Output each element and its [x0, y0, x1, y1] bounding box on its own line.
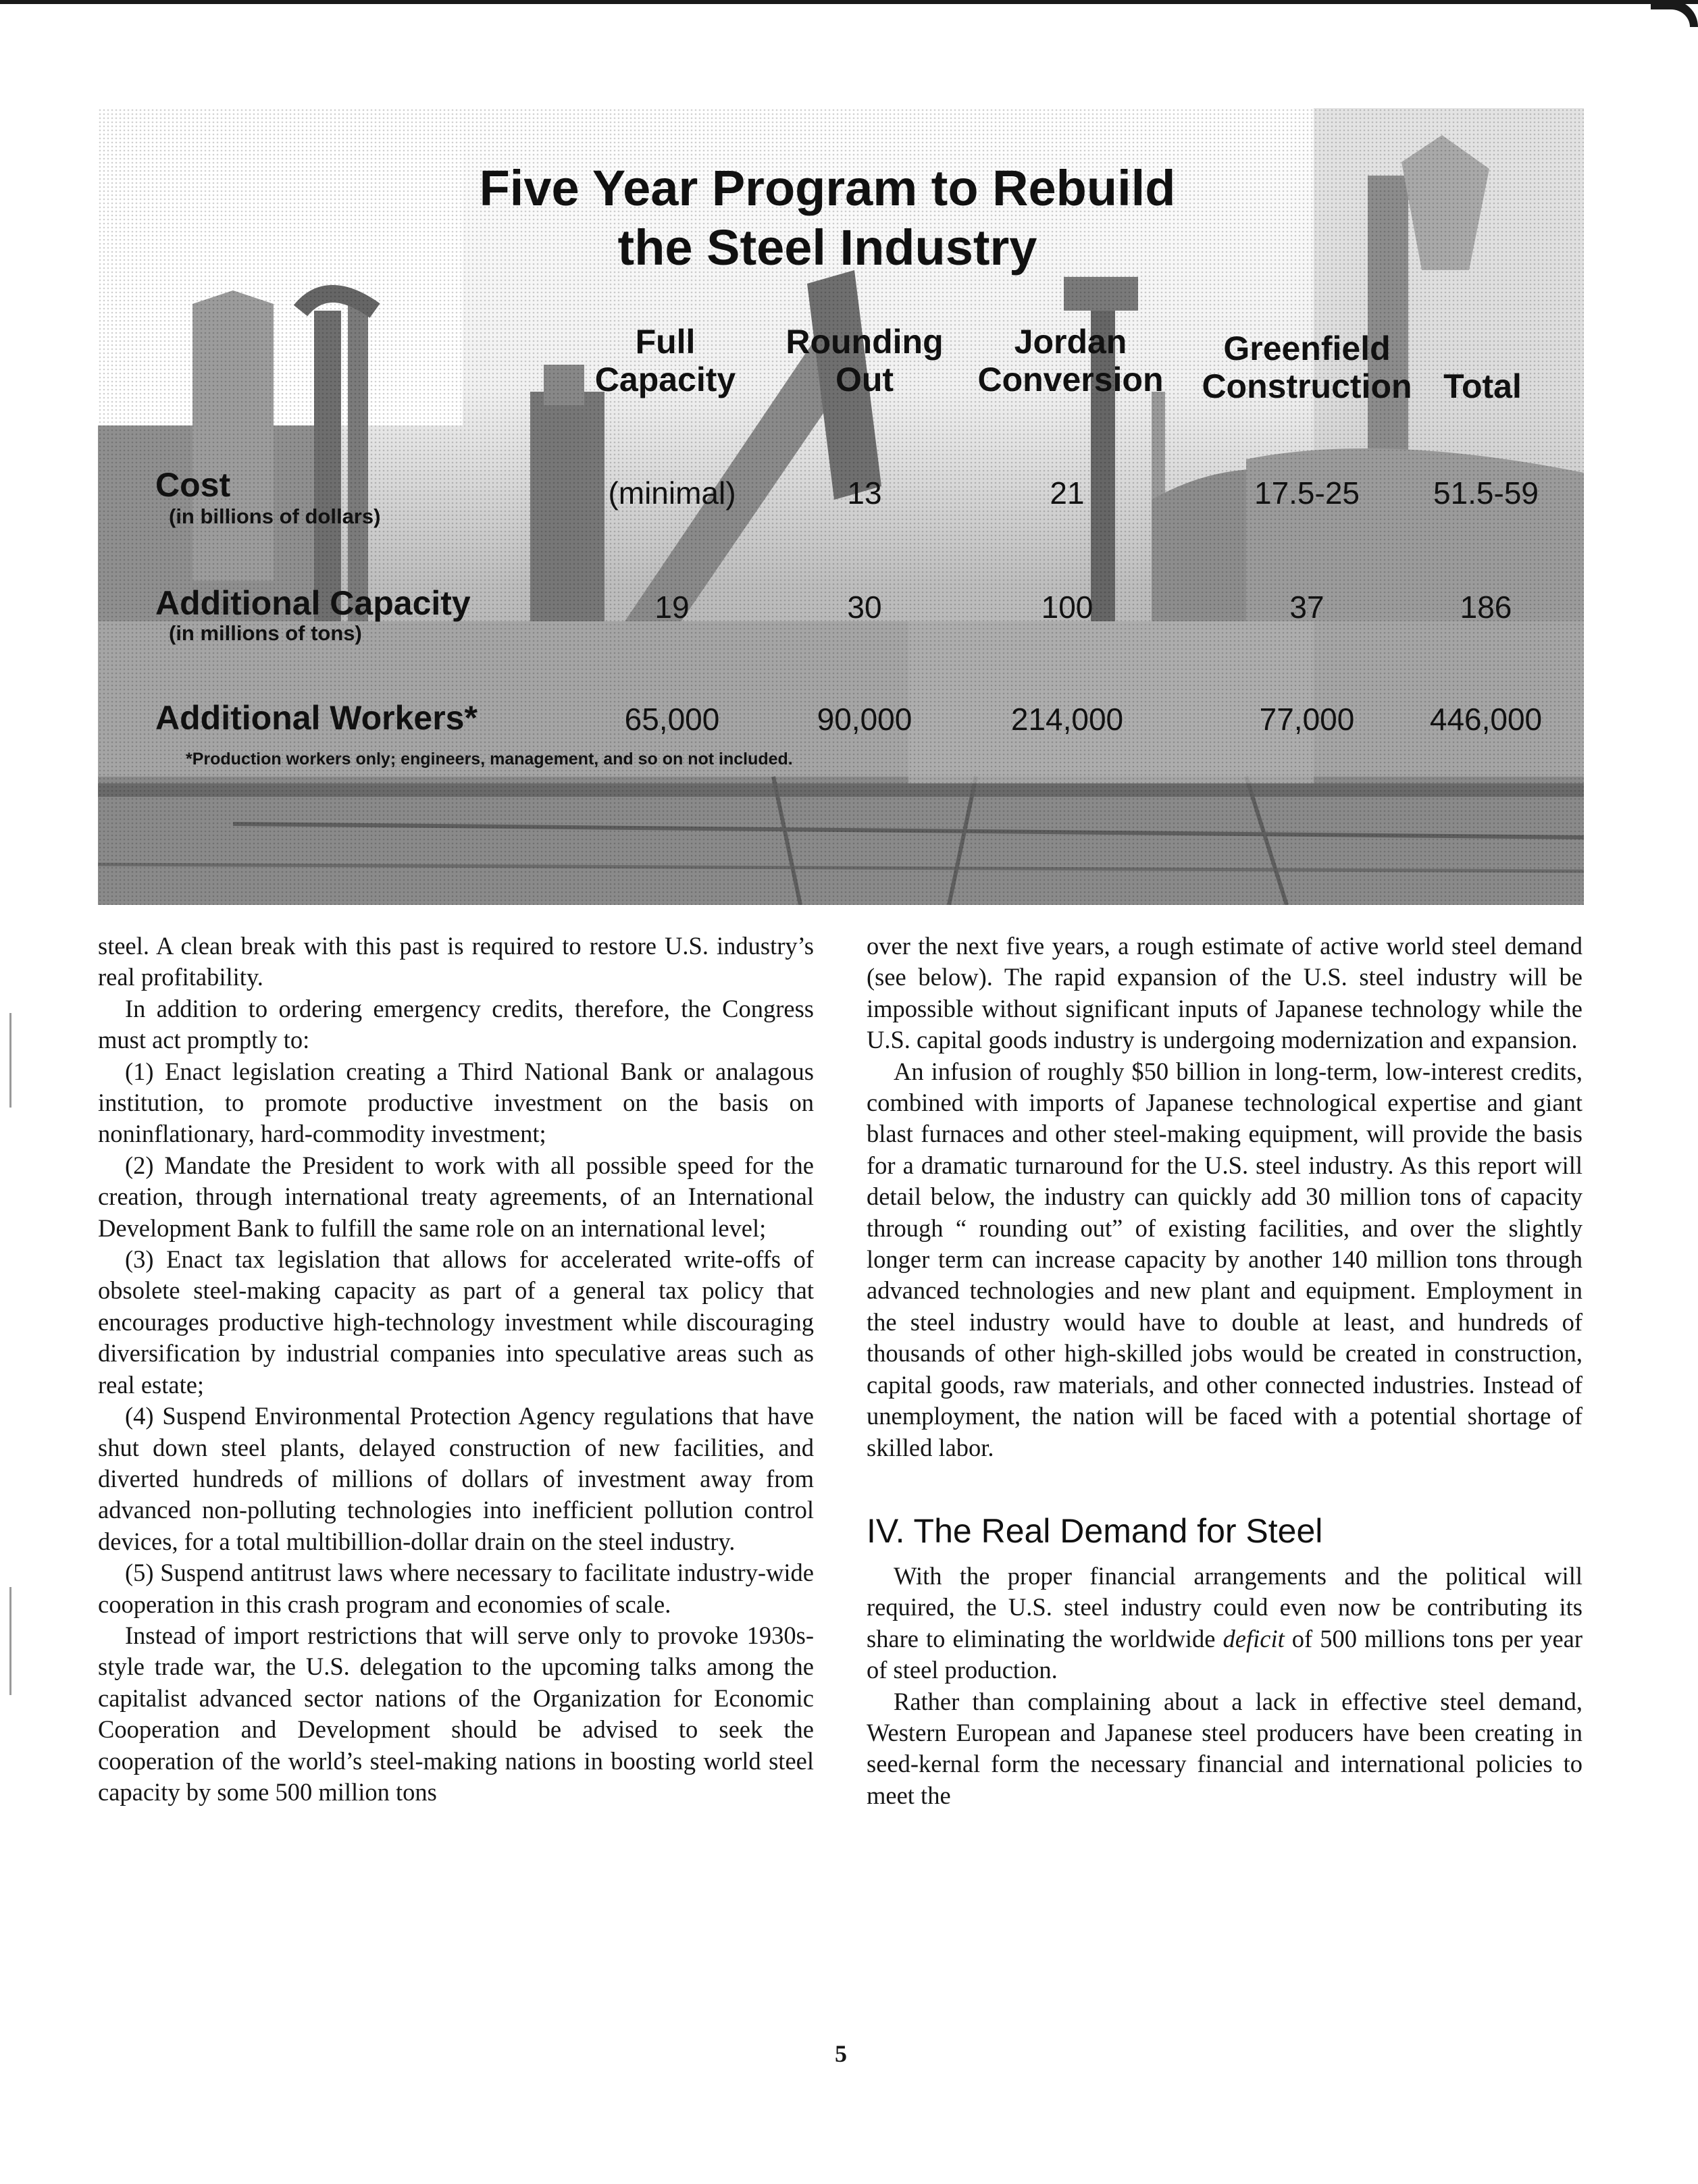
- paragraph: steel. A clean break with this past is required to restore U.S. industry’s real profitability.: [98, 932, 814, 991]
- column-header-line: Full: [635, 323, 696, 361]
- row-label-additional-capacity: Additional Capacity: [155, 584, 471, 622]
- list-item: (1) Enact legislation creating a Third National Bank or analagous institution, to promote productive investment on the basis on noninflationary, hard-commodity investment;: [98, 1057, 814, 1148]
- cell-cost-total: 51.5-59: [1433, 475, 1539, 511]
- column-header-line: Total: [1443, 367, 1522, 405]
- cell-cost-greenfield-construction: 17.5-25: [1254, 475, 1360, 511]
- cell-cost-full-capacity: (minimal): [608, 475, 736, 511]
- emphasis-deficit: deficit: [1223, 1624, 1285, 1653]
- column-header-total: [1422, 330, 1543, 405]
- column-header-full-capacity: [574, 323, 756, 398]
- page-top-edge: [0, 0, 1698, 4]
- figure-title-line2: the Steel Industry: [617, 219, 1037, 276]
- column-header-line: Jordan: [1014, 323, 1127, 361]
- list-item: (3) Enact tax legislation that allows for accelerated write-offs of obsolete steel-making capacity as part of a general tax policy that encourages productive high-technology investment while discouraging diversification by industrial companies into speculative areas such as real estate;: [98, 1245, 814, 1399]
- right-text-column: [867, 931, 1583, 1811]
- page-number: 5: [835, 2040, 847, 2067]
- left-margin-mark: [9, 1013, 11, 1108]
- paragraph: Rather than complaining about a lack in effective steel demand, Western European and Japanese steel producers have been creating in seed-kernal form the necessary financial and international policies to meet the: [867, 1687, 1583, 1809]
- paragraph: over the next five years, a rough estimate of active world steel demand (see below). The rapid expansion of the U.S. steel industry will be impossible without significant inputs of Japanese technology while the U.S. capital goods industry is undergoing modernization and expansion.: [867, 932, 1583, 1054]
- cell-workers-total: 446,000: [1429, 702, 1543, 737]
- steel-program-figure: [98, 108, 1584, 905]
- paragraph: In addition to ordering emergency credits, therefore, the Congress must act promptly to:: [98, 994, 814, 1054]
- row-label-additional-workers: Additional Workers*: [155, 699, 478, 737]
- cell-cost-jordan-conversion: 21: [1050, 475, 1085, 511]
- row-label-cost: Cost: [155, 466, 231, 504]
- paragraph: An infusion of roughly $50 billion in long-term, low-interest credits, combined with imports of Japanese technological expertise and giant blast furnaces and other steel-making equipment, will provide the basis for a dramatic turnaround for the U.S. steel industry. As this report will detail below, the industry can quickly add 30 million tons of capacity through “ rounding out” of existing facilities, and over the slightly longer term can increase capacity by another 140 million tons through advanced technologies and new plant and equipment. Employment in the steel industry would have to double at least, and hundreds of thousands of other high-skilled jobs would be created in construction, capital goods, raw materials, and other connected industries. Instead of unemployment, the nation will be faced with a potential shortage of skilled labor.: [867, 1057, 1583, 1461]
- cell-workers-jordan-conversion: 214,000: [1010, 702, 1124, 737]
- cell-cost-rounding-out: 13: [847, 475, 882, 511]
- section-heading: IV. The Real Demand for Steel: [867, 1511, 1323, 1550]
- text-run: With the proper financial arrangements and the political will required, the U.S. steel industry could even now be contributing its share to eliminating the worldwide: [867, 1561, 1583, 1653]
- column-header-line: [1422, 330, 1543, 367]
- column-header-line: Out: [835, 361, 894, 398]
- cell-capacity-rounding-out: 30: [847, 590, 882, 625]
- column-header-line: Capacity: [594, 361, 736, 398]
- text-run: of 500 millions tons per year of steel production.: [867, 1624, 1583, 1684]
- figure-title-line1: Five Year Program to Rebuild: [479, 160, 1176, 216]
- paragraph: Instead of import restrictions that will serve only to provoke 1930s-style trade war, the U.S. delegation to the upcoming talks among the capitalist advanced sector nations of the Organization for Economic Cooperation and Development should be advised to seek the cooperation of the world’s steel-making nations in boosting world steel capacity by some 500 million tons: [98, 1621, 814, 1806]
- cell-workers-greenfield-construction: 77,000: [1259, 702, 1355, 737]
- cell-workers-rounding-out: 90,000: [817, 702, 912, 737]
- paragraph: [867, 1561, 1583, 1686]
- column-header-line: Rounding: [786, 323, 944, 361]
- list-item: (5) Suspend antitrust laws where necessary to facilitate industry-wide cooperation in this crash program and economies of scale.: [98, 1559, 814, 1618]
- column-header-rounding-out: [767, 323, 962, 398]
- column-header-jordan-conversion: [959, 323, 1182, 398]
- row-sublabel-additional-capacity: (in millions of tons): [169, 621, 362, 645]
- cell-capacity-total: 186: [1460, 590, 1512, 625]
- list-item: (2) Mandate the President to work with all possible speed for the creation, through international treaty agreements, of an International Development Bank to fulfill the same role on an international level;: [98, 1151, 814, 1242]
- row-sublabel-cost: (in billions of dollars): [169, 504, 381, 528]
- page-corner-mark: [1651, 0, 1698, 27]
- list-item: (4) Suspend Environmental Protection Agency regulations that have shut down steel plants, delayed construction of new facilities, and diverted hundreds of millions of dollars of investment away from advanced non-polluting technologies into inefficient pollution control devices, for a total multibillion-dollar drain on the steel industry.: [98, 1402, 814, 1555]
- figure-footnote: *Production workers only; engineers, management, and so on not included.: [186, 750, 793, 769]
- column-header-line: Construction: [1202, 367, 1412, 405]
- cell-capacity-greenfield-construction: 37: [1289, 590, 1324, 625]
- left-text-column: [98, 931, 814, 1808]
- cell-capacity-jordan-conversion: 100: [1041, 590, 1094, 625]
- left-margin-mark: [9, 1587, 11, 1695]
- column-header-line: Greenfield: [1223, 330, 1391, 367]
- column-header-greenfield-construction: [1192, 330, 1422, 405]
- cell-workers-full-capacity: 65,000: [624, 702, 720, 737]
- column-header-line: Conversion: [977, 361, 1164, 398]
- cell-capacity-full-capacity: 19: [654, 590, 690, 625]
